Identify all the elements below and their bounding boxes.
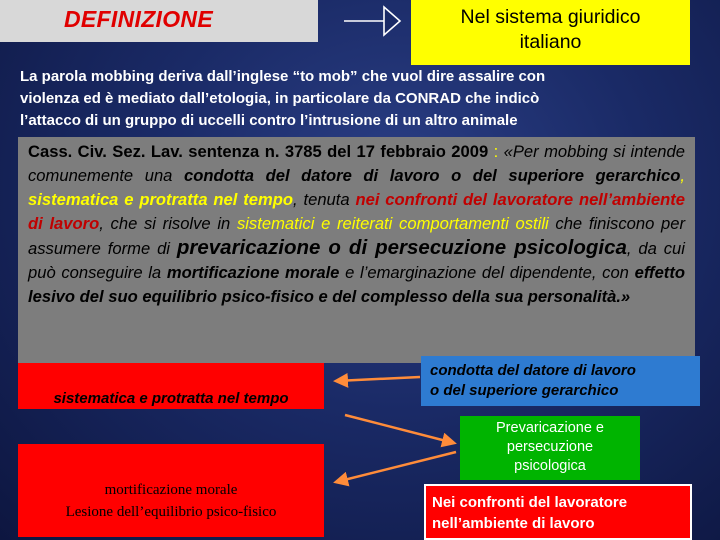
callout-mortificazione-line1: mortificazione morale [104, 482, 238, 498]
callout-confronti-line2: nell’ambiente di lavoro [432, 515, 595, 532]
highlight-effetto-lesivo: effetto lesivo del suo equilibrio psico-fisico e del complesso della sua personalità.» [28, 263, 685, 306]
connector-arrow-condotta [336, 377, 420, 381]
callout-sistematica-text: sistematica e protratta nel tempo [53, 390, 289, 407]
callout-mortificazione [18, 444, 324, 537]
highlight-sistematica: sistematica e protratta nel tempo [28, 190, 294, 209]
highlight-reiterati: sistematici e reiterati comportamenti ostili [236, 214, 549, 233]
highlight-prevaricazione: prevaricazione o di persecuzione psicologica [176, 236, 627, 259]
callout-prevaricazione-line1: Prevaricazione e [496, 420, 604, 436]
callout-condotta [421, 356, 700, 406]
callout-confronti [426, 486, 690, 538]
sentence-text: , da cui può conseguire la [28, 239, 685, 282]
intro-paragraph [20, 66, 680, 132]
callout-mortificazione-line2: Lesione dell’equilibrio psico-fisico [65, 504, 277, 520]
highlight-nei-confronti: nei confronti del lavoratore nell’ambiente di lavoro [28, 190, 685, 233]
intro-line: l’attacco di un gruppo di uccelli contro l’intrusione di un altro animale [20, 112, 518, 129]
callout-condotta-line2: o del superiore gerarchico [430, 382, 619, 399]
sentence-text: che finiscono per assumere forme di [28, 214, 686, 258]
sentence-text: «Per mobbing si intende comunemente una [28, 142, 685, 185]
callout-condotta-line1: condotta del datore di lavoro [430, 362, 636, 379]
title-box [0, 0, 318, 42]
sentence-text: , tenuta [293, 190, 356, 209]
sentence-separator: : [488, 142, 504, 161]
highlight-mortificazione: mortificazione morale [166, 263, 340, 282]
sentence-citation: Cass. Civ. Sez. Lav. sentenza n. 3785 del 17 febbraio 2009 [28, 142, 489, 161]
callout-prevaricazione-line2: persecuzione [506, 439, 594, 455]
sentence-text: e l’emarginazione del dipendente, con [339, 263, 635, 282]
callout-sistematica [18, 363, 324, 409]
system-label-line2: italiano [519, 31, 582, 53]
slide-title: DEFINIZIONE [64, 6, 213, 32]
sentence-text: , [680, 166, 686, 185]
right-arrow-icon [342, 4, 404, 38]
intro-line: La parola mobbing deriva dall’inglese “to mob” che vuol dire assalire con [20, 68, 546, 85]
intro-line: violenza ed è mediato dall’etologia, in particolare da CONRAD che indicò [20, 90, 540, 107]
system-label-line1: Nel sistema giuridico [460, 6, 641, 28]
connector-arrow-prevaricazione [345, 415, 454, 443]
callout-prevaricazione-line3: psicologica [514, 458, 586, 474]
court-sentence-box [18, 137, 695, 363]
callout-prevaricazione [460, 416, 640, 480]
highlight-condotta: condotta del datore di lavoro o del superiore gerarchico [183, 166, 681, 185]
sentence-text: , che si risolve in [99, 214, 237, 233]
system-label-box [411, 0, 690, 65]
callout-confronti-line1: Nei confronti del lavoratore [432, 494, 628, 511]
connector-arrow-mortificazione [336, 452, 456, 482]
